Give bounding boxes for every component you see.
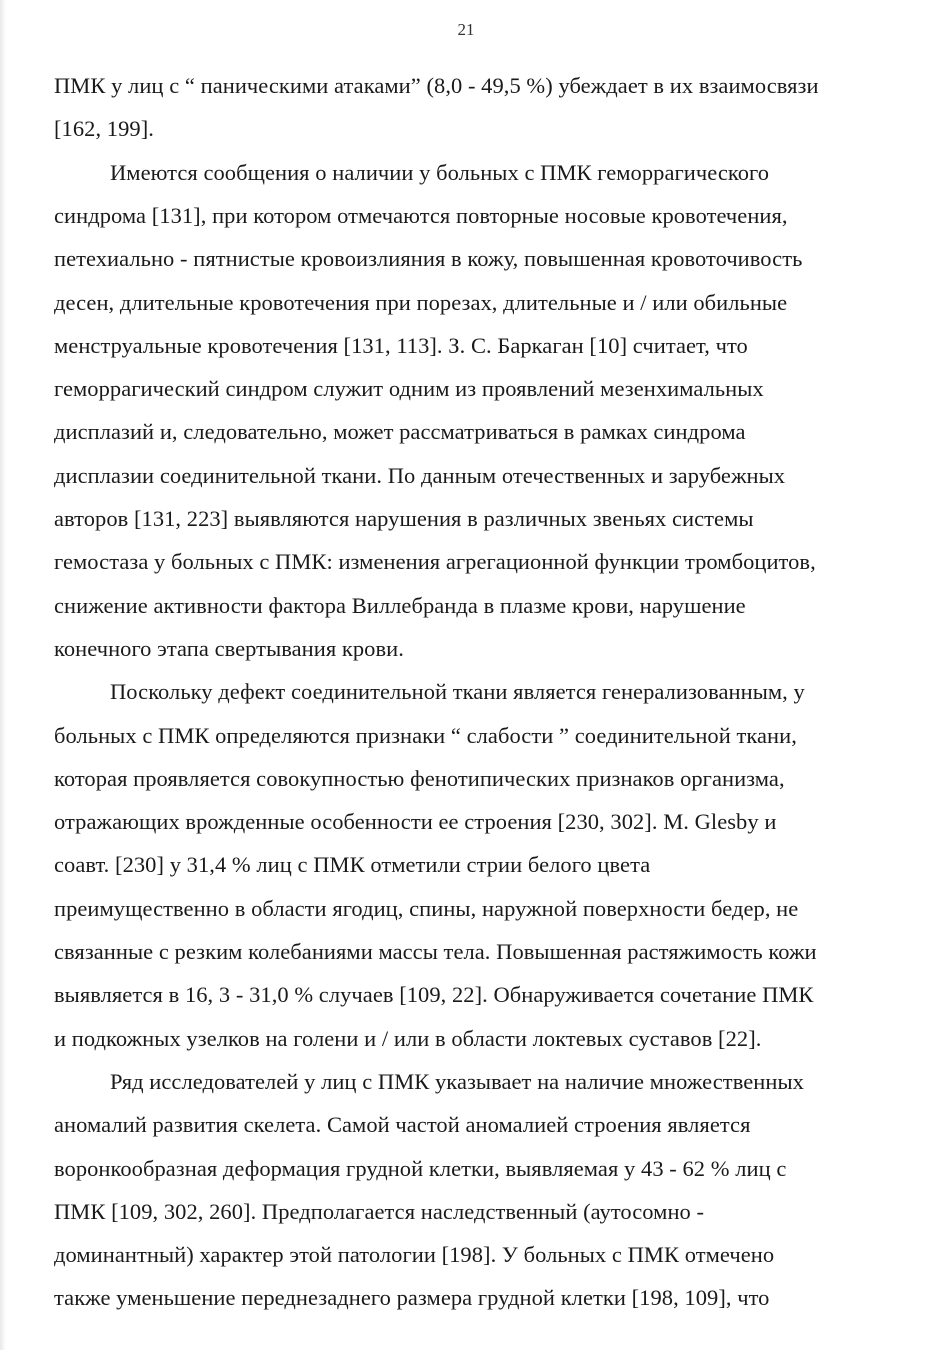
text-line: ПМК у лиц с “ паническими атаками” (8,0 - 49,5 %) убеждает в их взаимосвязи	[54, 73, 819, 98]
text-line: больных с ПМК определяются признаки “ слабости ” соединительной ткани,	[54, 722, 797, 748]
text-line: конечного этапа свертывания крови.	[54, 635, 404, 661]
text-line: отражающих врожденные особенности ее строения [230, 302]. M. Glesby и	[54, 809, 777, 835]
text-line: аномалий развития скелета. Самой частой аномалией строения является	[54, 1112, 751, 1138]
text-line: менструальные кровотечения [131, 113]. З. С. Баркаган [10] считает, что	[54, 332, 748, 358]
page-number: 21	[457, 20, 475, 39]
text-line: преимущественно в области ягодиц, спины, наружной поверхности бедер, не	[54, 895, 799, 921]
text-line: соавт. [230] у 31,4 % лиц с ПМК отметили стрии белого цвета	[54, 852, 651, 878]
text-line: десен, длительные кровотечения при порезах, длительные и / или обильные	[54, 289, 788, 315]
text-line: гемостаза у больных с ПМК: изменения агрегационной функции тромбоцитов,	[54, 549, 816, 575]
text-line: Поскольку дефект соединительной ткани является генерализованным, у	[110, 679, 805, 705]
text-line: доминантный) характер этой патологии [198]. У больных с ПМК отмечено	[54, 1242, 775, 1268]
text-line: петехиально - пятнистые кровоизлияния в кожу, повышенная кровоточивость	[54, 246, 803, 272]
text-line: ПМК [109, 302, 260]. Предполагается наследственный (аутосомно -	[54, 1198, 705, 1224]
text-line: [162, 199].	[54, 116, 154, 142]
text-line: которая проявляется совокупностью фенотипических признаков организма,	[54, 765, 785, 791]
text-line: авторов [131, 223] выявляются нарушения в различных звеньях системы	[54, 506, 754, 531]
text-line: синдрома [131], при котором отмечаются повторные носовые кровотечения,	[54, 202, 788, 228]
text-line: и подкожных узелков на голени и / или в области локтевых суставов [22].	[54, 1025, 762, 1051]
text-line: Имеются сообщения о наличии у больных с ПМК геморрагического	[110, 159, 770, 185]
text-line: дисплазии соединительной ткани. По данным отечественных и зарубежных	[54, 462, 786, 488]
text-line: выявляется в 16, 3 - 31,0 % случаев [109, 22]. Обнаруживается сочетание ПМК	[54, 982, 814, 1008]
text-line: связанные с резким колебаниями массы тела. Повышенная растяжимость кожи	[54, 939, 817, 964]
text-line: воронкообразная деформация грудной клетки, выявляемая у 43 - 62 % лиц с	[54, 1155, 787, 1181]
text-line: геморрагический синдром служит одним из проявлений мезенхимальных	[54, 376, 764, 402]
text-line: дисплазий и, следовательно, может рассматриваться в рамках синдрома	[54, 419, 746, 445]
scan-edge-shadow	[0, 0, 6, 1350]
text-line: Ряд исследователей у лиц с ПМК указывает на наличие множественных	[110, 1068, 804, 1094]
text-line: также уменьшение переднезаднего размера грудной клетки [198, 109], что	[54, 1285, 770, 1311]
text-line: снижение активности фактора Виллебранда в плазме крови, нарушение	[54, 592, 746, 618]
